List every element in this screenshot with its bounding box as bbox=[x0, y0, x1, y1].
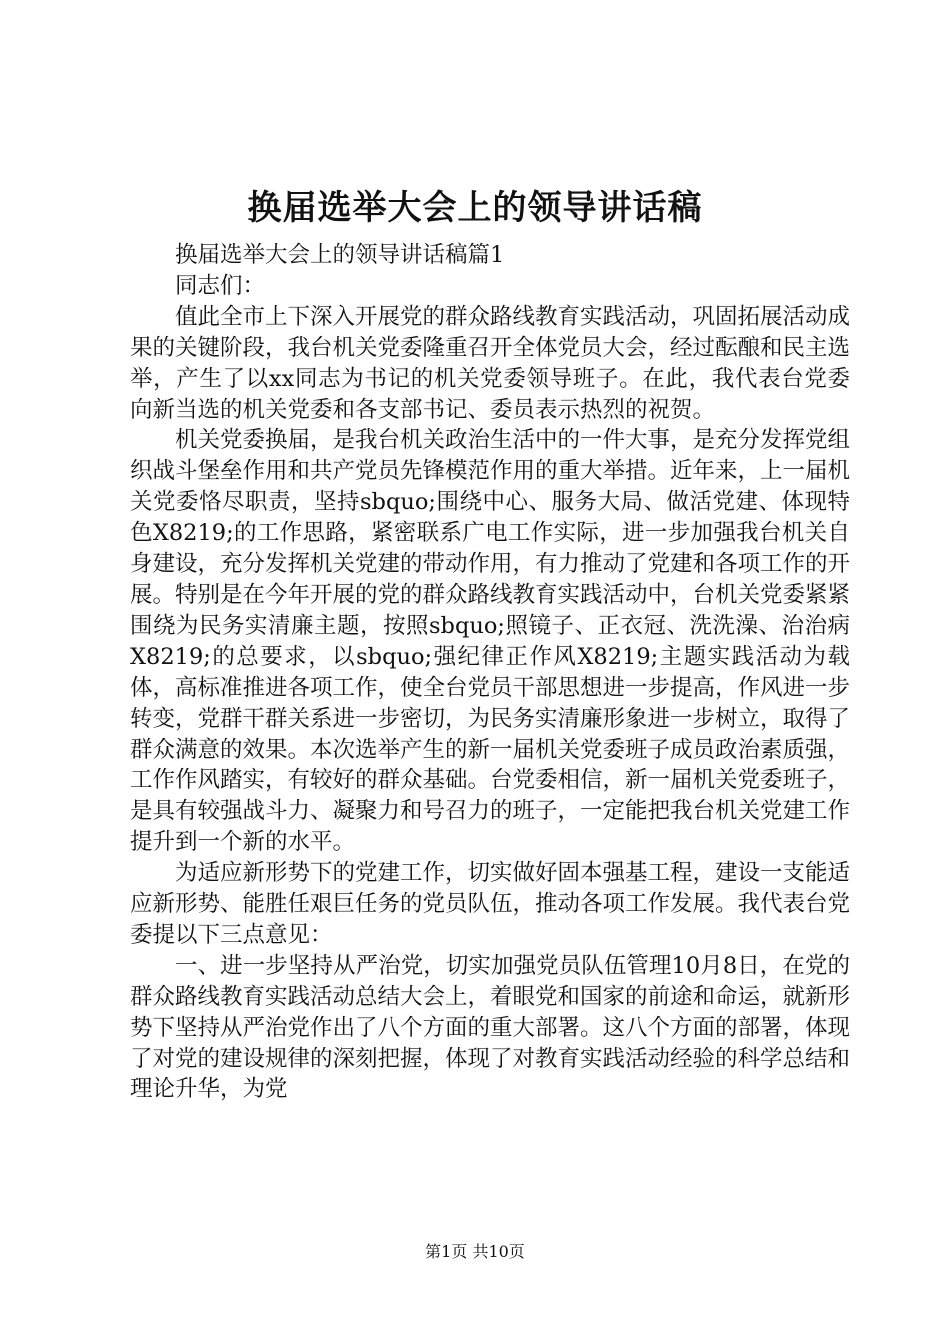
document-title: 换届选举大会上的领导讲话稿 bbox=[247, 188, 703, 228]
document-subtitle: 换届选举大会上的领导讲话稿篇1 bbox=[175, 242, 505, 268]
document-body bbox=[130, 240, 850, 1105]
paragraph: 值此全市上下深入开展党的群众路线教育实践活动，巩固拓展活动成果的关键阶段，我台机关党委隆重召开全体党员大会，经过酝酿和民主选举，产生了以xx同志为书记的机关党委领导班子。在此，我代表台党委向新当选的机关党委和各支部书记、委员表示热烈的祝贺。 bbox=[130, 303, 851, 423]
paragraph: 一、进一步坚持从严治党，切实加强党员队伍管理10月8日，在党的群众路线教育实践活动总结大会上，着眼党和国家的前途和命运，就新形势下坚持从严治党作出了八个方面的重大部署。这八个方面的部署，体现了对党的建设规律的深刻把握，体现了对教育实践活动经验的科学总结和理论升华，为党 bbox=[130, 952, 851, 1103]
page-footer: 第1页 共10页 bbox=[425, 1242, 525, 1261]
salutation: 同志们： bbox=[175, 272, 266, 299]
paragraph: 机关党委换届，是我台机关政治生活中的一件大事，是充分发挥党组织战斗堡垒作用和共产党员先锋模范作用的重大举措。近年来，上一届机关党委恪尽职责，坚持sbquo;围绕中心、服务大局、做活党建、体现特色X8219;的工作思路，紧密联系广电工作实际，进一步加强我台机关自身建设，充分发挥机关党建的带动作用，有力推动了党建和各项工作的开展。特别是在今年开展的党的群众路线教育实践活动中，台机关党委紧紧围绕为民务实清廉主题，按照sbquo;照镜子、正衣冠、洗洗澡、治治病X8219;的总要求，以sbquo;强纪律正作风X8219;主题实践活动为载体，高标准推进各项工作，使全台党员干部思想进一步提高，作风进一步转变，党群干群关系进一步密切，为民务实清廉形象进一步树立，取得了群众满意的效果。本次选举产生的新一届机关党委班子成员政治素质强，工作作风踏实，有较好的群众基础。台党委相信，新一届机关党委班子，是具有较强战斗力、凝聚力和号召力的班子，一定能把我台机关党建工作提升到一个新的水平。 bbox=[130, 427, 851, 856]
paragraph: 为适应新形势下的党建工作，切实做好固本强基工程，建设一支能适应新形势、能胜任艰巨任务的党员队伍，推动各项工作发展。我代表台党委提以下三点意见： bbox=[130, 860, 851, 948]
